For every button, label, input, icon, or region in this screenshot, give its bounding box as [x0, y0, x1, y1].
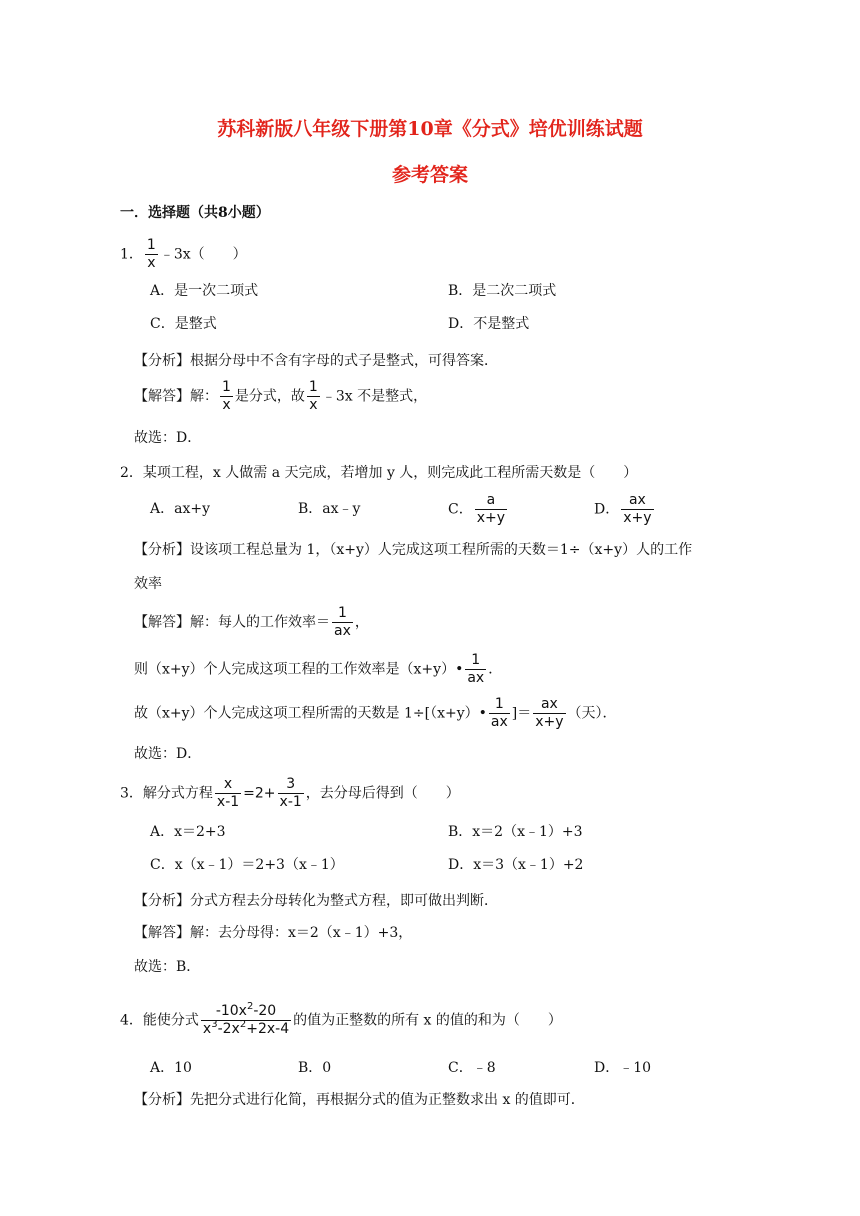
q4-option-b: B．0 — [298, 1060, 332, 1076]
q1-analysis: 【分析】根据分母中不含有字母的式子是整式，可得答案． — [134, 353, 498, 369]
q2-analysis-line-1: 【分析】设该项工程总量为 1，（x+y）人完成这项工程所需的天数＝1÷（x+y）人的工作 — [134, 542, 693, 558]
q3-choice: 故选：B． — [134, 959, 201, 975]
q2-answer-line-3: 故（x+y）个人完成这项工程所需的天数是 1÷[（x+y）• $\frac{1}{ax}$ ]＝ $\frac{ax}{x+y}$ （天）． — [134, 696, 617, 730]
q1-option-b: B．是二次二项式 — [448, 283, 557, 299]
q2-option-d: D． $\frac{ax}{x+y}$ — [594, 492, 652, 526]
q3-analysis: 【分析】分式方程去分母转化为整式方程，即可做出判断． — [134, 893, 498, 909]
q2-answer-line-1: 【解答】解：每人的工作效率＝ $\frac{1}{ax}$ ， — [134, 605, 369, 639]
q1-answer-fraction-1: $\frac{1}{x}$ — [222, 379, 231, 413]
q3-option-a: A．x＝2+3 — [150, 824, 226, 840]
q1-option-c: C．是整式 — [150, 316, 217, 332]
q3-option-c: C．x（x﹣1）＝2+3（x﹣1） — [150, 857, 344, 873]
q2-answer-line-2: 则（x+y）个人完成这项工程的工作效率是（x+y）• $\frac{1}{ax}$ ． — [134, 652, 503, 686]
q1-stem — [120, 237, 247, 272]
q2-option-a: A．ax+y — [150, 501, 210, 517]
q2-option-b: B．ax﹣y — [298, 501, 361, 517]
q2-analysis-line-2: 效率 — [134, 576, 162, 592]
q4-option-a: A．10 — [150, 1060, 192, 1076]
q2-choice: 故选：D． — [134, 746, 202, 762]
q4-analysis: 【分析】先把分式进行化简，再根据分式的值为正整数求出 x 的值即可． — [134, 1092, 585, 1108]
q2-option-c: C． $\frac{a}{x+y}$ — [448, 492, 506, 526]
q3-stem: 3．解分式方程 $\frac{x}{x-1}$ =2+ $\frac{3}{x-1}$ ，去分母后得到（ ） — [120, 776, 460, 810]
q1-option-a: A．是一次二项式 — [150, 283, 259, 299]
q3-option-b: B．x＝2（x﹣1）+3 — [448, 824, 583, 840]
q2-option-d-fraction: $\frac{ax}{x+y}$ — [623, 492, 652, 526]
q3-answer: 【解答】解：去分母得：x＝2（x﹣1）+3， — [134, 925, 413, 941]
q2-stem: 2．某项工程，x 人做需 a 天完成，若增加 y 人，则完成此工程所需天数是（ ） — [120, 465, 638, 481]
q1-answer: 【解答】解： $\frac{1}{x}$ 是分式，故 $\frac{1}{x}$ ﹣3x 不是整式， — [134, 379, 428, 413]
q4-option-d: D．﹣10 — [594, 1060, 652, 1076]
q3-option-d: D．x＝3（x﹣1）+2 — [448, 857, 584, 873]
q1-option-d: D．不是整式 — [448, 316, 530, 332]
q1-number: 1． — [120, 246, 143, 263]
section-heading: 一．选择题（共8小题） — [120, 205, 270, 221]
q2-option-c-fraction: $\frac{a}{x+y}$ — [476, 492, 506, 526]
q1-choice: 故选：D． — [134, 430, 202, 446]
q4-option-c: C．﹣8 — [448, 1060, 496, 1076]
q1-stem-tail: ﹣3x（ ） — [159, 246, 247, 263]
q1-answer-fraction-2: $\frac{1}{x}$ — [308, 379, 318, 413]
q4-stem: 4．能使分式 $\frac{-10x^2-20}{x^3-2x^2+2x-4}$ 的值为正整数的所有 x 的值的和为（ ） — [120, 1001, 562, 1037]
page-title: 苏科新版八年级下册第10章《分式》培优训练试题 — [217, 118, 643, 140]
q4-fraction: $\frac{-10x^2-20}{x^3-2x^2+2x-4}$ — [202, 1001, 290, 1037]
page-subtitle: 参考答案 — [391, 164, 468, 186]
q1-fraction: $\frac{1}{x}$ — [146, 237, 156, 271]
